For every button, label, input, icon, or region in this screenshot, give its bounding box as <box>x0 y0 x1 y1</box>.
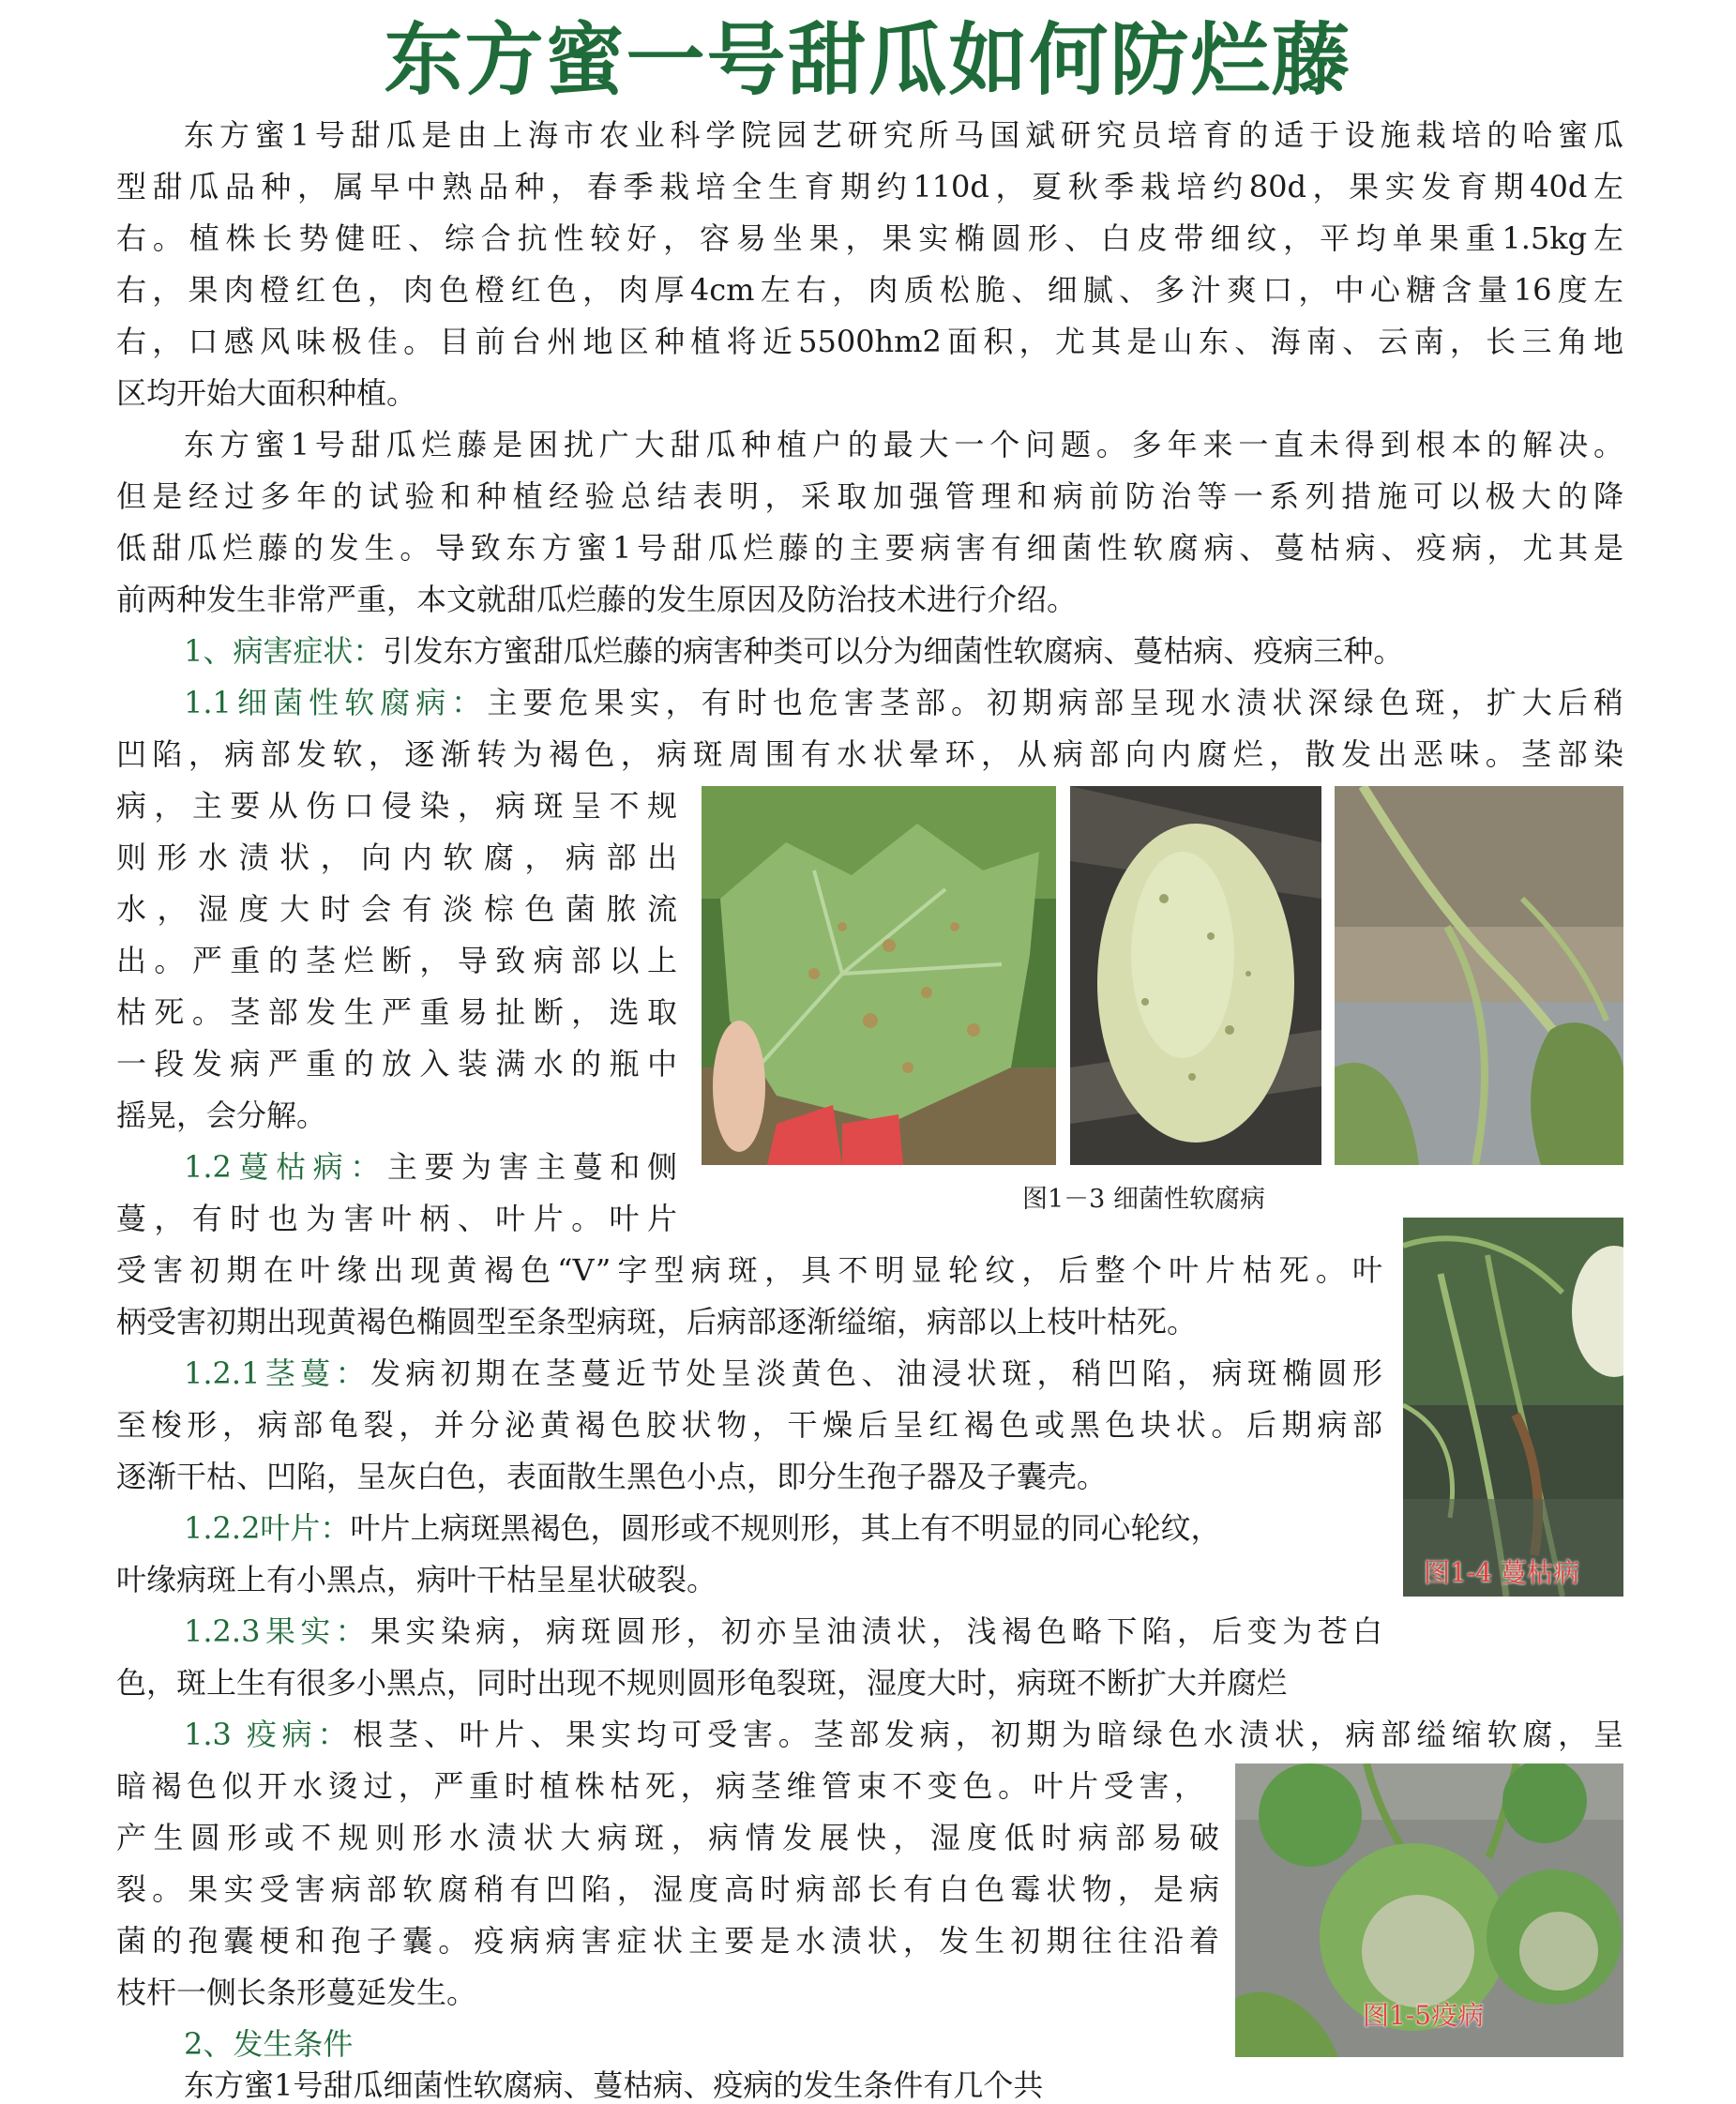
s11-line-7: 枯死。茎部发生严重易扯断，选取 <box>116 994 677 1030</box>
s11-heading: 1.1细菌性软腐病： <box>184 685 488 720</box>
intro-line-1: 东方蜜1号甜瓜是由上海市农业科学院园艺研究所马国斌研究员培育的适于设施栽培的哈蜜瓜 <box>184 117 1623 153</box>
figure-1-5-label: 图1-5疫病 <box>1363 2000 1485 2031</box>
s122-line-1 <box>184 1509 1220 1547</box>
s11-line-4: 则形水渍状，向内软腐，病部出 <box>116 840 677 875</box>
para2-line-2: 但是经过多年的试验和种植经验总结表明，采取加强管理和病前防治等一系列措施可以极大的降 <box>116 478 1623 514</box>
figure-1-3-caption: 图1－3 细菌性软腐病 <box>1022 1185 1265 1214</box>
s11-line-2: 凹陷，病部发软，逐渐转为褐色，病斑周围有水状晕环，从病部向内腐烂，散发出恶味。茎部染 <box>116 736 1623 772</box>
figure-1-4-label: 图1-4 蔓枯病 <box>1424 1557 1579 1588</box>
s121-text-1: 发病初期在茎蔓近节处呈淡黄色、油浸状斑，稍凹陷，病斑椭圆形 <box>370 1355 1382 1391</box>
intro-line-4: 右，果肉橙红色，肉色橙红色，肉厚4cm左右，肉质松脆、细腻、多汁爽口，中心糖含量16度左 <box>116 272 1623 308</box>
s121-line-1 <box>184 1355 1382 1392</box>
s11-line-8: 一段发病严重的放入装满水的瓶中 <box>116 1046 677 1082</box>
s13-line-1 <box>184 1716 1623 1753</box>
s121-line-2: 至梭形，病部龟裂，并分泌黄褐色胶状物，干燥后呈红褐色或黑色块状。后期病部 <box>116 1407 1382 1443</box>
s123-text-1: 果实染病，病斑圆形，初亦呈油渍状，浅褐色略下陷，后变为苍白 <box>370 1613 1382 1649</box>
s13-line-3: 产生圆形或不规则形水渍状大病斑，病情发展快，湿度低时病部易破 <box>116 1820 1219 1855</box>
s123-line-1 <box>184 1612 1382 1650</box>
para2-line-3: 低甜瓜烂藤的发生。导致东方蜜1号甜瓜烂藤的主要病害有细菌性软腐病、蔓枯病、疫病，尤其是 <box>116 530 1623 566</box>
s122-text-1: 叶片上病斑黑褐色，圆形或不规则形，其上有不明显的同心轮纹， <box>350 1510 1221 1546</box>
section2-heading: 2、发生条件 <box>184 2026 354 2062</box>
section1-line <box>184 632 1403 670</box>
s13-heading: 1.3 疫病： <box>184 1717 354 1752</box>
figure-fruit-photo <box>1070 786 1321 1165</box>
s13-line-4: 裂。果实受害病部软腐稍有凹陷，湿度高时病部长有白色霉状物，是病 <box>116 1871 1219 1907</box>
s13-line-5: 菌的孢囊梗和孢子囊。疫病病害症状主要是水渍状，发生初期往往沿着 <box>116 1923 1219 1959</box>
s12-line-1 <box>184 1148 677 1186</box>
figure-gummy-stem-blight-photo <box>1403 1218 1623 1597</box>
s11-text-1: 主要危果实，有时也危害茎部。初期病部呈现水渍状深绿色斑，扩大后稍 <box>487 685 1623 720</box>
intro-line-6: 区均开始大面积种植。 <box>116 375 417 411</box>
s13-text-1: 根茎、叶片、果实均可受害。茎部发病，初期为暗绿色水渍状，病部缢缩软腐，呈 <box>353 1717 1623 1752</box>
intro-line-3: 右。植株长势健旺、综合抗性较好，容易坐果，果实椭圆形、白皮带细纹，平均单果重1.5kg左 <box>116 220 1623 256</box>
section1-text: 引发东方蜜甜瓜烂藤的病害种类可以分为细菌性软腐病、蔓枯病、疫病三种。 <box>383 633 1404 669</box>
s122-heading: 1.2.2叶片： <box>184 1510 351 1546</box>
section2-line-1: 东方蜜1号甜瓜细菌性软腐病、蔓枯病、疫病的发生条件有几个共 <box>184 2067 1044 2103</box>
s123-heading: 1.2.3果实： <box>184 1613 370 1649</box>
s11-line-1 <box>184 684 1623 721</box>
para2-line-1: 东方蜜1号甜瓜烂藤是困扰广大甜瓜种植户的最大一个问题。多年来一直未得到根本的解决。 <box>184 427 1623 462</box>
s11-line-5: 水，湿度大时会有淡棕色菌脓流 <box>116 891 677 927</box>
s12-heading: 1.2蔓枯病： <box>184 1149 387 1185</box>
s121-line-3: 逐渐干枯、凹陷，呈灰白色，表面散生黑色小点，即分生孢子器及子囊壳。 <box>116 1459 1108 1494</box>
s11-line-3: 病，主要从伤口侵染，病斑呈不规 <box>116 788 677 824</box>
s11-line-6: 出。严重的茎烂断，导致病部以上 <box>116 943 677 978</box>
para2-line-4: 前两种发生非常严重，本文就甜瓜烂藤的发生原因及防治技术进行介绍。 <box>116 582 1078 617</box>
s12-text-1: 主要为害主蔓和侧 <box>386 1149 677 1185</box>
s123-line-2: 色，斑上生有很多小黑点，同时出现不规则圆形龟裂斑，湿度大时，病斑不断扩大并腐烂 <box>116 1665 1288 1701</box>
s122-line-2: 叶缘病斑上有小黑点，病叶干枯呈星状破裂。 <box>116 1562 717 1597</box>
s13-line-6: 枝杆一侧长条形蔓延发生。 <box>116 1975 477 2010</box>
s12-line-3: 受害初期在叶缘出现黄褐色“V”字型病斑，具不明显轮纹，后整个叶片枯死。叶 <box>116 1252 1382 1288</box>
s13-line-2: 暗褐色似开水烫过，严重时植株枯死，病茎维管束不变色。叶片受害， <box>116 1768 1204 1804</box>
figure-leaf-photo <box>702 786 1056 1165</box>
s12-line-2: 蔓，有时也为害叶柄、叶片。叶片 <box>116 1201 677 1236</box>
intro-line-5: 右，口感风味极佳。目前台州地区种植将近5500hm2面积，尤其是山东、海南、云南，长三角地 <box>116 324 1623 359</box>
figure-stem-photo <box>1335 786 1623 1165</box>
intro-line-2: 型甜瓜品种，属早中熟品种，春季栽培全生育期约110d，夏秋季栽培约80d，果实发育期40d左 <box>116 169 1623 204</box>
s11-line-9: 摇晃，会分解。 <box>116 1097 327 1133</box>
page-title: 东方蜜一号甜瓜如何防烂藤 <box>384 13 1352 106</box>
s121-heading: 1.2.1茎蔓： <box>184 1355 370 1391</box>
section1-heading: 1、病害症状： <box>184 633 384 669</box>
s12-line-4: 柄受害初期出现黄褐色椭圆型至条型病斑，后病部逐渐缢缩，病部以上枝叶枯死。 <box>116 1304 1198 1340</box>
